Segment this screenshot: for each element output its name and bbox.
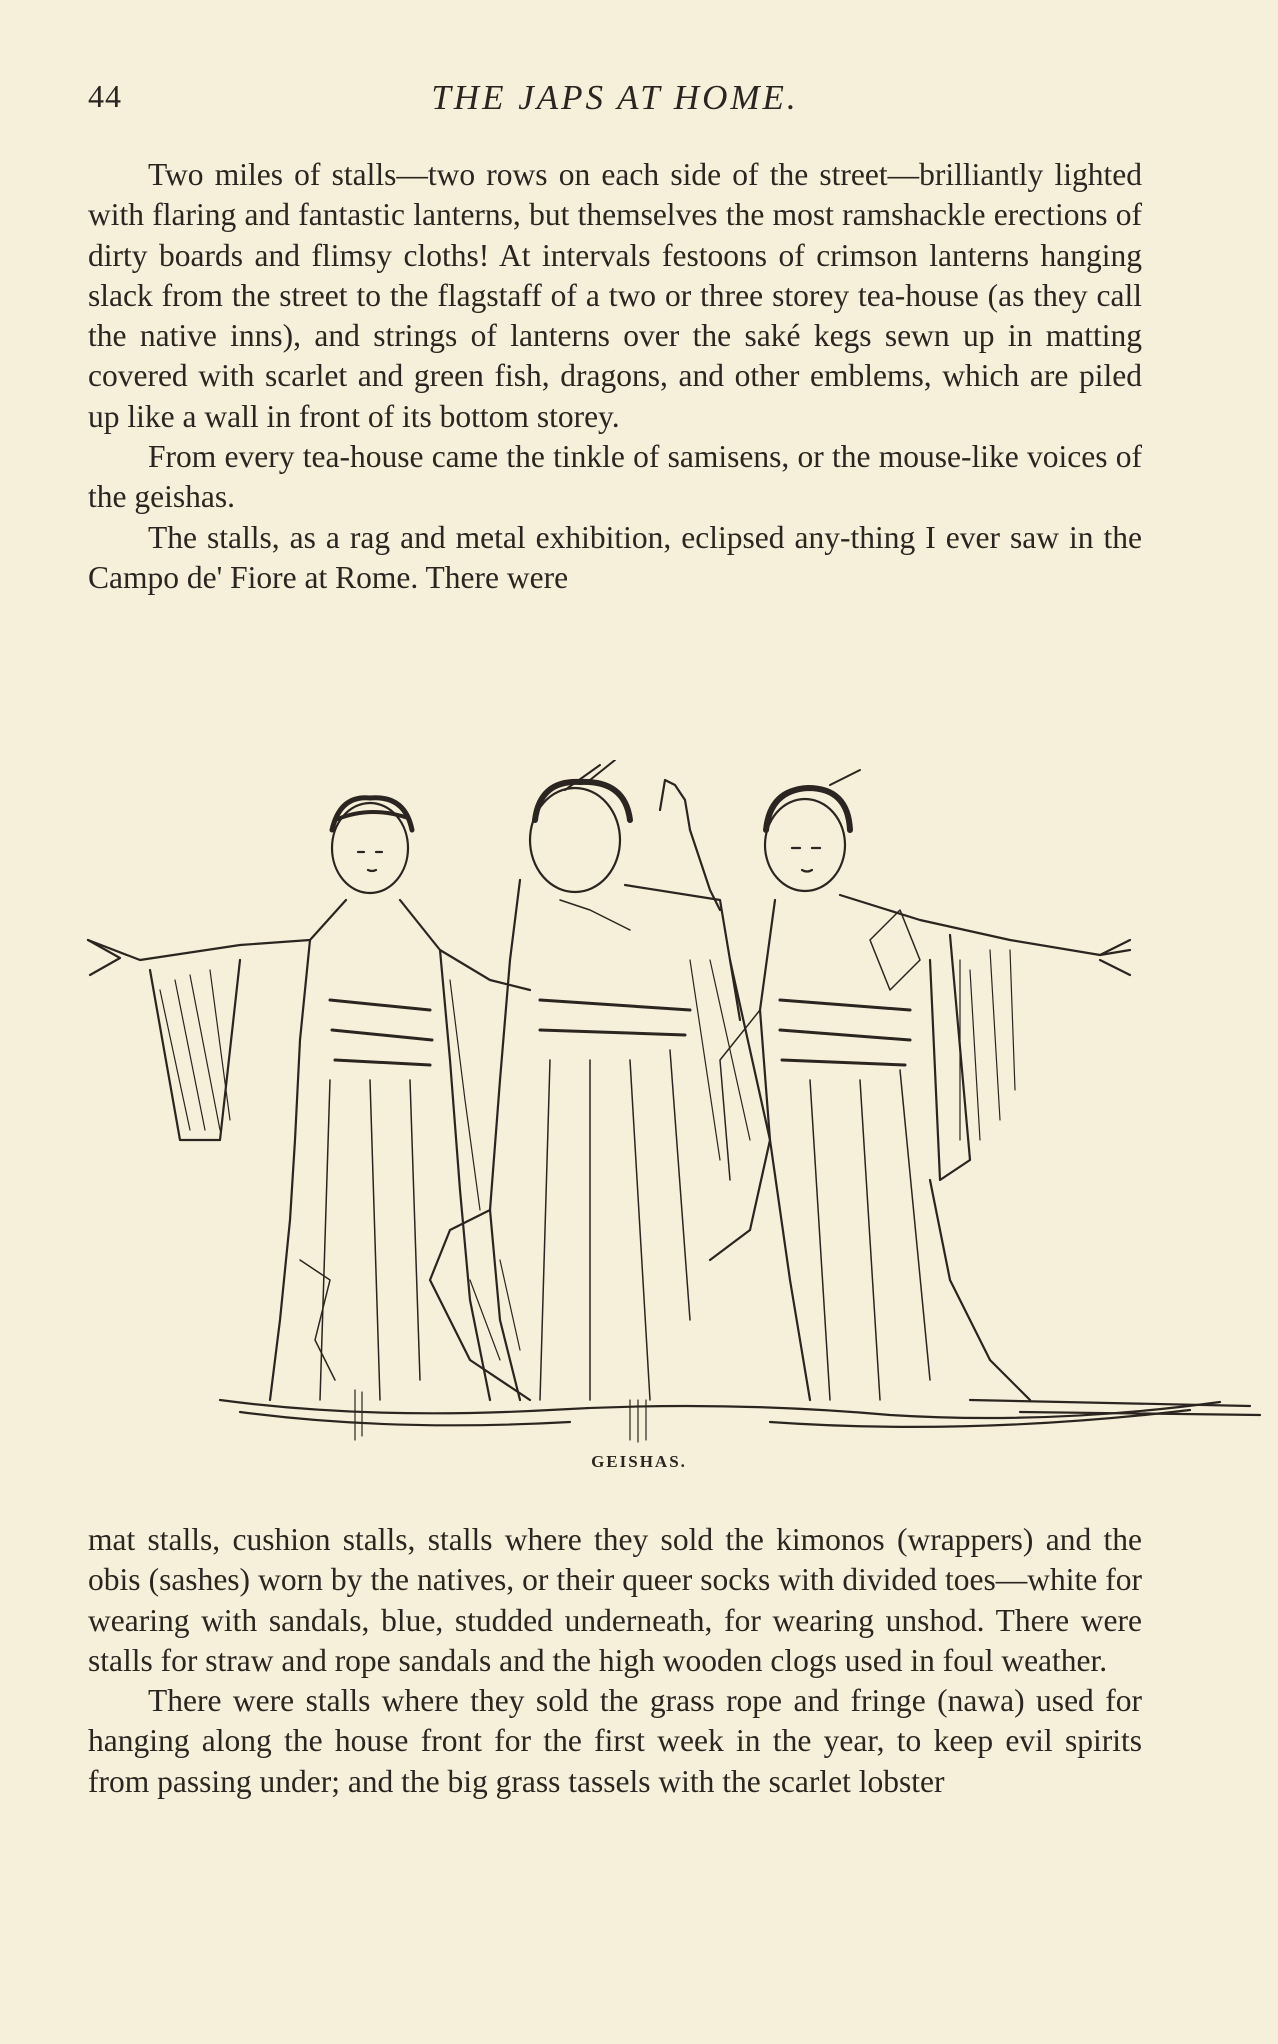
body-text-top: [88, 155, 1142, 598]
figure-caption: GEISHAS.: [591, 1452, 687, 1471]
page-header: [88, 78, 1142, 122]
page-number: 44: [88, 78, 122, 114]
running-head: THE JAPS AT HOME.: [431, 78, 799, 117]
left-geisha: [88, 798, 530, 1400]
geishas-illustration: [70, 760, 1270, 1450]
middle-geisha: [430, 760, 770, 1400]
right-geisha: [720, 770, 1130, 1400]
paragraph: mat stalls, cushion stalls, stalls where they sold the kimonos (wrappers) and the obis (sashes) worn by the natives, or their queer socks with divided toes—white for wearing with sandals, blue, studded underneath, for wearing unshod. There were stalls for straw and rope sandals and the high wooden clogs used in foul weather.: [88, 1522, 1142, 1678]
paragraph: The stalls, as a rag and metal exhibition, eclipsed any-thing I ever saw in the Campo de' Fiore at Rome. There were: [88, 519, 1142, 595]
paragraph: From every tea-house came the tinkle of samisens, or the mouse-like voices of the geishas.: [88, 439, 1142, 515]
geishas-engraving: [70, 760, 1270, 1450]
body-text-bottom: [88, 1520, 1142, 1802]
paragraph: Two miles of stalls—two rows on each side of the street—brilliantly lighted with flaring and fantastic lanterns, but themselves the most ramshackle erections of dirty boards and flimsy cloths! At intervals festoons of crimson lanterns hanging slack from the street to the flagstaff of a two or three storey tea-house (as they call the native inns), and strings of lanterns over the saké kegs sewn up in matting covered with scarlet and green fish, dragons, and other emblems, which are piled up like a wall in front of its bottom storey.: [88, 157, 1142, 434]
paragraph: There were stalls where they sold the grass rope and fringe (nawa) used for hanging along the house front for the first week in the year, to keep evil spirits from passing under; and the big grass tassels with the scarlet lobster: [88, 1683, 1142, 1799]
